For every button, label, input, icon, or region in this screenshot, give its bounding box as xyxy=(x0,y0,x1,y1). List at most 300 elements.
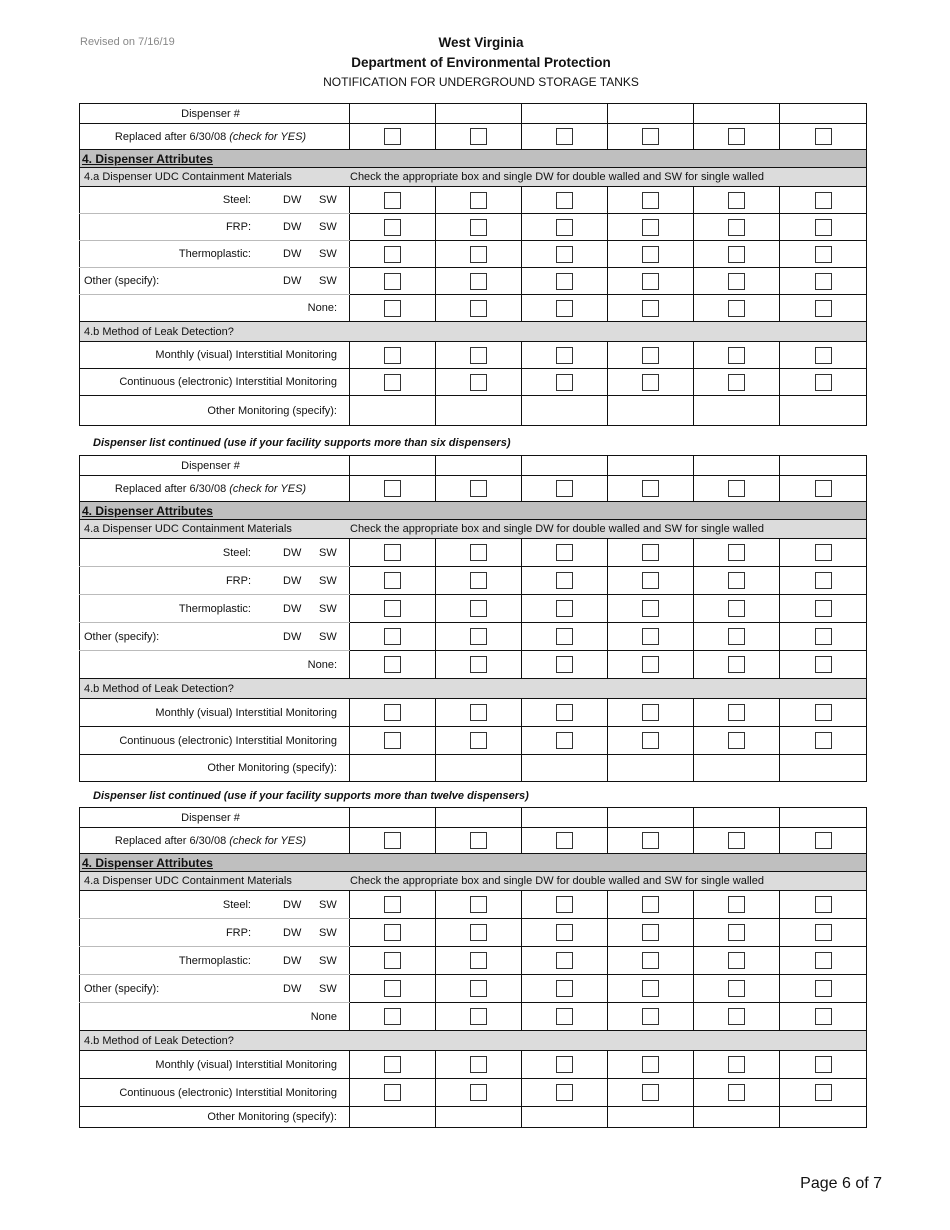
dispenser-cell[interactable] xyxy=(522,342,608,369)
dispenser-cell[interactable] xyxy=(522,1079,608,1107)
dispenser-cell[interactable] xyxy=(780,699,867,727)
checkbox[interactable] xyxy=(384,628,401,645)
checkbox[interactable] xyxy=(384,952,401,969)
checkbox[interactable] xyxy=(642,656,659,673)
checkbox[interactable] xyxy=(384,544,401,561)
checkbox[interactable] xyxy=(642,192,659,209)
dispenser-cell[interactable] xyxy=(522,699,608,727)
dispenser-cell[interactable] xyxy=(694,476,780,502)
checkbox[interactable] xyxy=(556,732,573,749)
other-monitoring-field[interactable] xyxy=(608,396,694,426)
checkbox[interactable] xyxy=(642,980,659,997)
checkbox[interactable] xyxy=(470,732,487,749)
dispenser-cell[interactable] xyxy=(350,919,436,947)
dispenser-cell[interactable] xyxy=(608,1051,694,1079)
dispenser-cell[interactable] xyxy=(522,947,608,975)
checkbox[interactable] xyxy=(384,273,401,290)
checkbox[interactable] xyxy=(642,832,659,849)
checkbox[interactable] xyxy=(470,980,487,997)
checkbox[interactable] xyxy=(815,374,832,391)
checkbox[interactable] xyxy=(384,374,401,391)
checkbox[interactable] xyxy=(728,1008,745,1025)
dispenser-cell[interactable] xyxy=(522,1051,608,1079)
checkbox[interactable] xyxy=(642,600,659,617)
dispenser-number-field[interactable] xyxy=(350,104,436,124)
checkbox[interactable] xyxy=(556,246,573,263)
checkbox[interactable] xyxy=(642,544,659,561)
checkbox[interactable] xyxy=(470,128,487,145)
checkbox[interactable] xyxy=(728,896,745,913)
checkbox[interactable] xyxy=(384,704,401,721)
checkbox[interactable] xyxy=(815,980,832,997)
checkbox[interactable] xyxy=(470,1008,487,1025)
dispenser-cell[interactable] xyxy=(608,1079,694,1107)
other-monitoring-field[interactable] xyxy=(780,755,867,782)
dispenser-cell[interactable] xyxy=(780,241,867,268)
checkbox[interactable] xyxy=(815,347,832,364)
dispenser-cell[interactable] xyxy=(436,342,522,369)
checkbox[interactable] xyxy=(815,832,832,849)
dispenser-cell[interactable] xyxy=(694,295,780,322)
checkbox[interactable] xyxy=(470,572,487,589)
dispenser-cell[interactable] xyxy=(522,124,608,150)
dispenser-cell[interactable] xyxy=(608,476,694,502)
dispenser-cell[interactable] xyxy=(608,295,694,322)
dispenser-cell[interactable] xyxy=(522,539,608,567)
checkbox[interactable] xyxy=(384,1056,401,1073)
dispenser-cell[interactable] xyxy=(694,975,780,1003)
checkbox[interactable] xyxy=(815,544,832,561)
checkbox[interactable] xyxy=(815,480,832,497)
dispenser-cell[interactable] xyxy=(608,539,694,567)
dispenser-cell[interactable] xyxy=(780,919,867,947)
checkbox[interactable] xyxy=(728,980,745,997)
checkbox[interactable] xyxy=(556,628,573,645)
checkbox[interactable] xyxy=(642,628,659,645)
checkbox[interactable] xyxy=(815,1084,832,1101)
dispenser-cell[interactable] xyxy=(694,651,780,679)
other-monitoring-field[interactable] xyxy=(608,755,694,782)
checkbox[interactable] xyxy=(384,600,401,617)
dispenser-number-field[interactable] xyxy=(780,456,867,476)
checkbox[interactable] xyxy=(384,480,401,497)
checkbox[interactable] xyxy=(642,952,659,969)
dispenser-cell[interactable] xyxy=(436,567,522,595)
dispenser-number-field[interactable] xyxy=(436,104,522,124)
checkbox[interactable] xyxy=(470,300,487,317)
dispenser-cell[interactable] xyxy=(350,369,436,396)
checkbox[interactable] xyxy=(728,704,745,721)
dispenser-cell[interactable] xyxy=(436,268,522,295)
dispenser-cell[interactable] xyxy=(694,1003,780,1031)
checkbox[interactable] xyxy=(728,1084,745,1101)
checkbox[interactable] xyxy=(815,924,832,941)
dispenser-number-field[interactable] xyxy=(608,808,694,828)
checkbox[interactable] xyxy=(384,246,401,263)
checkbox[interactable] xyxy=(470,246,487,263)
dispenser-number-field[interactable] xyxy=(436,456,522,476)
checkbox[interactable] xyxy=(642,1084,659,1101)
other-monitoring-field[interactable] xyxy=(350,1107,436,1128)
checkbox[interactable] xyxy=(728,656,745,673)
checkbox[interactable] xyxy=(815,628,832,645)
checkbox[interactable] xyxy=(556,896,573,913)
dispenser-number-field[interactable] xyxy=(350,456,436,476)
checkbox[interactable] xyxy=(556,600,573,617)
checkbox[interactable] xyxy=(642,924,659,941)
dispenser-cell[interactable] xyxy=(522,241,608,268)
dispenser-cell[interactable] xyxy=(350,268,436,295)
checkbox[interactable] xyxy=(556,374,573,391)
checkbox[interactable] xyxy=(556,656,573,673)
checkbox[interactable] xyxy=(642,1056,659,1073)
dispenser-cell[interactable] xyxy=(522,369,608,396)
checkbox[interactable] xyxy=(728,192,745,209)
other-monitoring-field[interactable] xyxy=(436,396,522,426)
dispenser-cell[interactable] xyxy=(780,369,867,396)
checkbox[interactable] xyxy=(728,246,745,263)
checkbox[interactable] xyxy=(470,896,487,913)
checkbox[interactable] xyxy=(815,952,832,969)
dispenser-cell[interactable] xyxy=(608,1003,694,1031)
other-monitoring-field[interactable] xyxy=(694,1107,780,1128)
checkbox[interactable] xyxy=(642,374,659,391)
dispenser-cell[interactable] xyxy=(350,595,436,623)
dispenser-number-field[interactable] xyxy=(350,808,436,828)
dispenser-cell[interactable] xyxy=(522,891,608,919)
checkbox[interactable] xyxy=(728,832,745,849)
dispenser-cell[interactable] xyxy=(522,567,608,595)
checkbox[interactable] xyxy=(556,300,573,317)
checkbox[interactable] xyxy=(728,628,745,645)
other-monitoring-field[interactable] xyxy=(436,755,522,782)
dispenser-cell[interactable] xyxy=(522,623,608,651)
checkbox[interactable] xyxy=(728,480,745,497)
checkbox[interactable] xyxy=(815,656,832,673)
checkbox[interactable] xyxy=(556,347,573,364)
checkbox[interactable] xyxy=(470,628,487,645)
dispenser-cell[interactable] xyxy=(608,947,694,975)
checkbox[interactable] xyxy=(470,347,487,364)
dispenser-number-field[interactable] xyxy=(436,808,522,828)
dispenser-cell[interactable] xyxy=(350,295,436,322)
checkbox[interactable] xyxy=(556,1084,573,1101)
dispenser-cell[interactable] xyxy=(350,214,436,241)
checkbox[interactable] xyxy=(470,656,487,673)
dispenser-cell[interactable] xyxy=(694,241,780,268)
checkbox[interactable] xyxy=(384,980,401,997)
other-monitoring-field[interactable] xyxy=(780,396,867,426)
checkbox[interactable] xyxy=(728,952,745,969)
dispenser-cell[interactable] xyxy=(780,947,867,975)
other-monitoring-field[interactable] xyxy=(350,755,436,782)
dispenser-cell[interactable] xyxy=(780,124,867,150)
checkbox[interactable] xyxy=(384,219,401,236)
checkbox[interactable] xyxy=(470,924,487,941)
dispenser-cell[interactable] xyxy=(608,828,694,854)
dispenser-cell[interactable] xyxy=(694,947,780,975)
checkbox[interactable] xyxy=(728,128,745,145)
checkbox[interactable] xyxy=(556,572,573,589)
checkbox[interactable] xyxy=(470,600,487,617)
dispenser-cell[interactable] xyxy=(780,539,867,567)
checkbox[interactable] xyxy=(470,704,487,721)
checkbox[interactable] xyxy=(642,273,659,290)
dispenser-cell[interactable] xyxy=(608,342,694,369)
dispenser-cell[interactable] xyxy=(436,919,522,947)
dispenser-cell[interactable] xyxy=(436,539,522,567)
checkbox[interactable] xyxy=(384,732,401,749)
checkbox[interactable] xyxy=(470,1056,487,1073)
dispenser-cell[interactable] xyxy=(436,369,522,396)
checkbox[interactable] xyxy=(556,219,573,236)
checkbox[interactable] xyxy=(642,300,659,317)
dispenser-cell[interactable] xyxy=(522,476,608,502)
checkbox[interactable] xyxy=(384,192,401,209)
checkbox[interactable] xyxy=(728,924,745,941)
checkbox[interactable] xyxy=(642,246,659,263)
dispenser-cell[interactable] xyxy=(608,623,694,651)
dispenser-cell[interactable] xyxy=(780,891,867,919)
other-monitoring-field[interactable] xyxy=(522,1107,608,1128)
checkbox[interactable] xyxy=(556,480,573,497)
dispenser-cell[interactable] xyxy=(350,651,436,679)
checkbox[interactable] xyxy=(815,1056,832,1073)
other-monitoring-field[interactable] xyxy=(780,1107,867,1128)
checkbox[interactable] xyxy=(384,300,401,317)
dispenser-cell[interactable] xyxy=(780,187,867,214)
checkbox[interactable] xyxy=(815,300,832,317)
dispenser-cell[interactable] xyxy=(780,1051,867,1079)
dispenser-cell[interactable] xyxy=(436,947,522,975)
dispenser-cell[interactable] xyxy=(608,268,694,295)
dispenser-cell[interactable] xyxy=(350,539,436,567)
dispenser-number-field[interactable] xyxy=(522,456,608,476)
dispenser-cell[interactable] xyxy=(694,187,780,214)
dispenser-cell[interactable] xyxy=(694,1079,780,1107)
checkbox[interactable] xyxy=(642,896,659,913)
dispenser-cell[interactable] xyxy=(436,727,522,755)
dispenser-cell[interactable] xyxy=(436,1003,522,1031)
dispenser-cell[interactable] xyxy=(522,214,608,241)
checkbox[interactable] xyxy=(556,704,573,721)
dispenser-cell[interactable] xyxy=(350,1051,436,1079)
dispenser-cell[interactable] xyxy=(436,476,522,502)
checkbox[interactable] xyxy=(556,544,573,561)
dispenser-cell[interactable] xyxy=(350,1079,436,1107)
dispenser-cell[interactable] xyxy=(608,567,694,595)
dispenser-number-field[interactable] xyxy=(694,808,780,828)
dispenser-cell[interactable] xyxy=(522,595,608,623)
dispenser-cell[interactable] xyxy=(350,623,436,651)
dispenser-cell[interactable] xyxy=(780,476,867,502)
checkbox[interactable] xyxy=(642,704,659,721)
dispenser-cell[interactable] xyxy=(522,187,608,214)
checkbox[interactable] xyxy=(815,246,832,263)
dispenser-cell[interactable] xyxy=(608,214,694,241)
checkbox[interactable] xyxy=(642,1008,659,1025)
dispenser-cell[interactable] xyxy=(780,268,867,295)
checkbox[interactable] xyxy=(642,480,659,497)
dispenser-cell[interactable] xyxy=(694,369,780,396)
dispenser-cell[interactable] xyxy=(522,651,608,679)
checkbox[interactable] xyxy=(470,832,487,849)
checkbox[interactable] xyxy=(384,832,401,849)
other-monitoring-field[interactable] xyxy=(436,1107,522,1128)
dispenser-cell[interactable] xyxy=(780,1003,867,1031)
dispenser-cell[interactable] xyxy=(608,124,694,150)
checkbox[interactable] xyxy=(728,544,745,561)
dispenser-cell[interactable] xyxy=(780,567,867,595)
dispenser-cell[interactable] xyxy=(780,595,867,623)
dispenser-cell[interactable] xyxy=(608,699,694,727)
dispenser-cell[interactable] xyxy=(350,124,436,150)
checkbox[interactable] xyxy=(556,952,573,969)
checkbox[interactable] xyxy=(728,1056,745,1073)
checkbox[interactable] xyxy=(384,656,401,673)
checkbox[interactable] xyxy=(728,219,745,236)
dispenser-cell[interactable] xyxy=(694,595,780,623)
dispenser-number-field[interactable] xyxy=(780,104,867,124)
dispenser-cell[interactable] xyxy=(608,241,694,268)
checkbox[interactable] xyxy=(642,128,659,145)
checkbox[interactable] xyxy=(728,273,745,290)
checkbox[interactable] xyxy=(470,192,487,209)
checkbox[interactable] xyxy=(470,374,487,391)
checkbox[interactable] xyxy=(642,732,659,749)
dispenser-cell[interactable] xyxy=(608,187,694,214)
dispenser-cell[interactable] xyxy=(780,295,867,322)
checkbox[interactable] xyxy=(815,192,832,209)
dispenser-cell[interactable] xyxy=(608,975,694,1003)
dispenser-cell[interactable] xyxy=(350,567,436,595)
checkbox[interactable] xyxy=(642,572,659,589)
dispenser-cell[interactable] xyxy=(780,828,867,854)
dispenser-cell[interactable] xyxy=(694,891,780,919)
dispenser-cell[interactable] xyxy=(350,476,436,502)
checkbox[interactable] xyxy=(384,347,401,364)
checkbox[interactable] xyxy=(815,896,832,913)
other-monitoring-field[interactable] xyxy=(694,396,780,426)
checkbox[interactable] xyxy=(815,128,832,145)
dispenser-cell[interactable] xyxy=(694,268,780,295)
dispenser-cell[interactable] xyxy=(436,975,522,1003)
dispenser-cell[interactable] xyxy=(608,369,694,396)
dispenser-cell[interactable] xyxy=(694,342,780,369)
checkbox[interactable] xyxy=(384,896,401,913)
checkbox[interactable] xyxy=(815,600,832,617)
checkbox[interactable] xyxy=(728,374,745,391)
dispenser-cell[interactable] xyxy=(350,727,436,755)
checkbox[interactable] xyxy=(384,1008,401,1025)
dispenser-cell[interactable] xyxy=(780,342,867,369)
dispenser-cell[interactable] xyxy=(780,623,867,651)
dispenser-cell[interactable] xyxy=(694,124,780,150)
dispenser-cell[interactable] xyxy=(608,891,694,919)
checkbox[interactable] xyxy=(470,952,487,969)
dispenser-cell[interactable] xyxy=(350,828,436,854)
dispenser-number-field[interactable] xyxy=(608,104,694,124)
dispenser-cell[interactable] xyxy=(350,1003,436,1031)
dispenser-cell[interactable] xyxy=(522,919,608,947)
dispenser-number-field[interactable] xyxy=(694,456,780,476)
dispenser-cell[interactable] xyxy=(608,727,694,755)
checkbox[interactable] xyxy=(556,1008,573,1025)
checkbox[interactable] xyxy=(556,273,573,290)
checkbox[interactable] xyxy=(470,544,487,561)
dispenser-cell[interactable] xyxy=(436,623,522,651)
dispenser-cell[interactable] xyxy=(694,214,780,241)
other-monitoring-field[interactable] xyxy=(694,755,780,782)
dispenser-cell[interactable] xyxy=(694,567,780,595)
checkbox[interactable] xyxy=(470,273,487,290)
dispenser-cell[interactable] xyxy=(350,975,436,1003)
dispenser-cell[interactable] xyxy=(780,651,867,679)
dispenser-cell[interactable] xyxy=(436,241,522,268)
checkbox[interactable] xyxy=(815,732,832,749)
dispenser-cell[interactable] xyxy=(694,623,780,651)
dispenser-cell[interactable] xyxy=(522,828,608,854)
dispenser-cell[interactable] xyxy=(436,295,522,322)
checkbox[interactable] xyxy=(470,219,487,236)
checkbox[interactable] xyxy=(556,832,573,849)
checkbox[interactable] xyxy=(384,924,401,941)
dispenser-cell[interactable] xyxy=(436,124,522,150)
checkbox[interactable] xyxy=(728,732,745,749)
dispenser-cell[interactable] xyxy=(694,828,780,854)
dispenser-cell[interactable] xyxy=(350,947,436,975)
dispenser-cell[interactable] xyxy=(436,1051,522,1079)
dispenser-cell[interactable] xyxy=(436,187,522,214)
dispenser-cell[interactable] xyxy=(436,214,522,241)
dispenser-number-field[interactable] xyxy=(522,104,608,124)
checkbox[interactable] xyxy=(556,192,573,209)
checkbox[interactable] xyxy=(384,1084,401,1101)
dispenser-cell[interactable] xyxy=(350,342,436,369)
dispenser-cell[interactable] xyxy=(522,1003,608,1031)
dispenser-number-field[interactable] xyxy=(694,104,780,124)
checkbox[interactable] xyxy=(642,347,659,364)
dispenser-cell[interactable] xyxy=(694,699,780,727)
checkbox[interactable] xyxy=(728,572,745,589)
checkbox[interactable] xyxy=(556,1056,573,1073)
checkbox[interactable] xyxy=(728,600,745,617)
other-monitoring-field[interactable] xyxy=(522,396,608,426)
checkbox[interactable] xyxy=(384,572,401,589)
dispenser-cell[interactable] xyxy=(694,1051,780,1079)
checkbox[interactable] xyxy=(470,1084,487,1101)
dispenser-cell[interactable] xyxy=(436,1079,522,1107)
other-monitoring-field[interactable] xyxy=(608,1107,694,1128)
dispenser-cell[interactable] xyxy=(694,727,780,755)
checkbox[interactable] xyxy=(642,219,659,236)
dispenser-cell[interactable] xyxy=(780,1079,867,1107)
checkbox[interactable] xyxy=(815,1008,832,1025)
dispenser-cell[interactable] xyxy=(436,595,522,623)
dispenser-cell[interactable] xyxy=(694,919,780,947)
checkbox[interactable] xyxy=(815,273,832,290)
checkbox[interactable] xyxy=(384,128,401,145)
dispenser-cell[interactable] xyxy=(522,727,608,755)
dispenser-cell[interactable] xyxy=(780,975,867,1003)
dispenser-cell[interactable] xyxy=(694,539,780,567)
checkbox[interactable] xyxy=(470,480,487,497)
dispenser-number-field[interactable] xyxy=(780,808,867,828)
dispenser-cell[interactable] xyxy=(780,214,867,241)
dispenser-cell[interactable] xyxy=(608,651,694,679)
dispenser-number-field[interactable] xyxy=(522,808,608,828)
dispenser-cell[interactable] xyxy=(522,295,608,322)
